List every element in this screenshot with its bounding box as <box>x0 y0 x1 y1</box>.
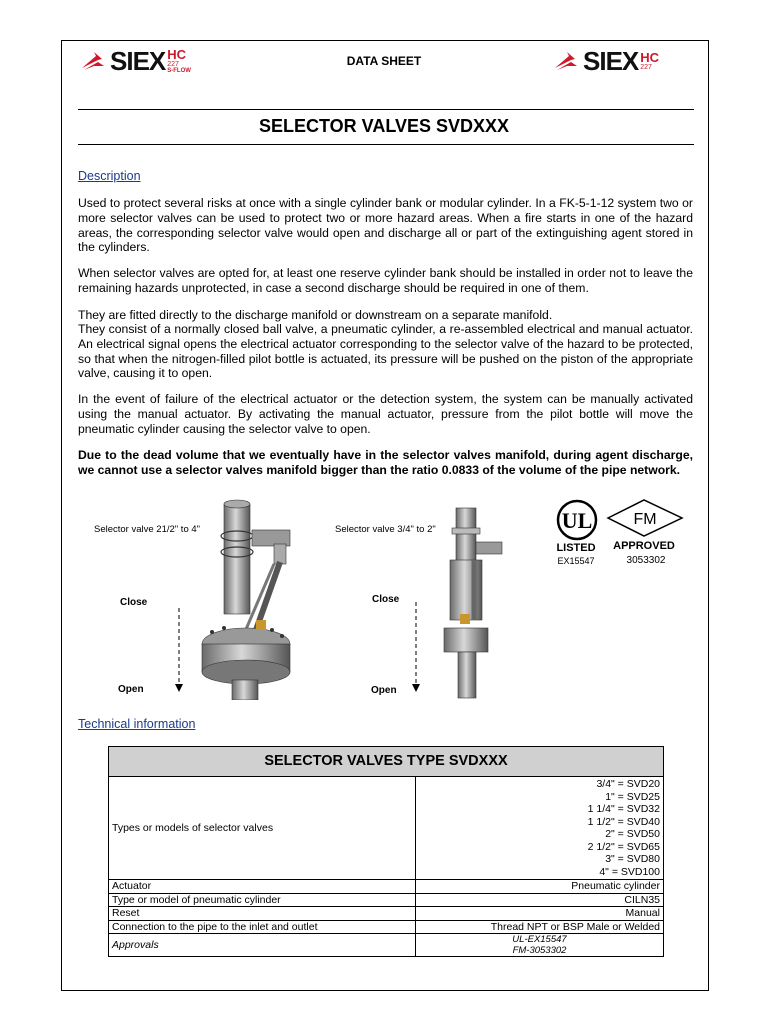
model-item: 1" = SVD25 <box>605 790 660 803</box>
ul-listed-text: LISTED <box>556 542 596 554</box>
left-open-label: Open <box>118 684 144 695</box>
title-rule-bottom <box>78 144 694 145</box>
spec-table <box>108 746 664 957</box>
model-item: 3" = SVD80 <box>605 853 660 865</box>
description-heading-link[interactable]: Description <box>78 169 141 183</box>
description-paragraph-2: When selector valves are opted for, at least one reserve cylinder bank should be installed in order not to leave the remaining hazards unprotected, in case a second discharge should be required in one of them. <box>78 266 693 295</box>
description-paragraph-5: In the event of failure of the electrical actuator or the detection system, the system can be manually activated using the manual actuator. By activating the manual actuator, pressure from the pilot bottle will move the pneumatic cylinder causing the selector valve to open. <box>78 392 693 436</box>
approvals-label: Approvals <box>109 934 416 957</box>
row-value: Thread NPT or BSP Male or Welded <box>416 920 664 934</box>
ul-listed-mark <box>553 498 603 568</box>
row-label: Connection to the pipe to the inlet and outlet <box>109 920 416 934</box>
models-label: Types or models of selector valves <box>109 777 416 880</box>
table-title: SELECTOR VALVES TYPE SVDXXX <box>109 747 664 777</box>
siex-bird-icon <box>553 50 583 72</box>
approvals-cell <box>416 934 664 957</box>
row-label: Type or model of pneumatic cylinder <box>109 893 416 907</box>
title-rule-top <box>78 109 694 110</box>
technical-heading-link[interactable]: Technical information <box>78 717 196 731</box>
model-item: 2 1/2" = SVD65 <box>587 840 660 853</box>
ul-code-text: EX15547 <box>557 556 595 566</box>
fm-code-text: 3053302 <box>626 555 666 566</box>
model-item: 1 1/2" = SVD40 <box>587 815 660 828</box>
model-item: 2" = SVD50 <box>605 828 660 840</box>
logo-word: SIEX <box>583 46 639 76</box>
model-item: 1 1/4" = SVD32 <box>587 803 660 815</box>
approval-item: FM-3053302 <box>512 945 567 956</box>
approval-item: UL-EX15547 <box>512 934 567 945</box>
models-cell <box>416 777 664 880</box>
row-value: Manual <box>416 907 664 921</box>
right-valve-caption: Selector valve 3/4" to 2" <box>335 524 436 535</box>
left-close-label: Close <box>120 597 148 608</box>
right-close-label: Close <box>372 594 400 605</box>
table-row <box>109 747 664 777</box>
dead-volume-note: Due to the dead volume that we eventually have in the selector valves manifold, during agent discharge, we cannot use a selector valves manifold bigger than the ratio 0.0833 of the volume of the pipe network. <box>78 448 693 477</box>
logo-subtitle: S-FLOW <box>167 68 191 74</box>
logo-number: 227 <box>640 64 652 71</box>
logo-hc: HC <box>167 47 187 62</box>
model-item: 4" = SVD100 <box>599 865 660 878</box>
description-paragraph-4: They consist of a normally closed ball valve, a pneumatic cylinder, a re-assembled electrical and manual actuator. An electrical signal opens the electrical actuator corresponding to the selector valve of the hazard to be protected, so that when the nitrogen-filled pilot bottle is actuated, its pressure will be pushed on the piston of the appropriate valve, causing it to open. <box>78 322 693 381</box>
table-row <box>109 777 664 880</box>
left-open-arrow <box>174 608 184 694</box>
fm-mark-text: FM <box>633 511 657 528</box>
fm-approved-text: APPROVED <box>613 540 675 552</box>
description-paragraph-1: Used to protect several risks at once with a single cylinder bank or modular cylinder. In a FK-5-1-12 system two or more selector valves can be used to protect two or more hazard areas. When a fire starts in one of the hazard areas, the corresponding selector valve would open and discharge all or part of the extinguishing agent stored in the cylinders. <box>78 196 693 255</box>
row-label: Actuator <box>109 880 416 894</box>
fm-approved-mark <box>604 498 688 568</box>
small-selector-valve-image <box>440 500 506 700</box>
description-paragraph-3: They are fitted directly to the discharge manifold or downstream on a separate manifold. <box>78 308 553 322</box>
large-selector-valve-image <box>196 494 306 700</box>
table-row <box>109 907 664 921</box>
row-value: CILN35 <box>416 893 664 907</box>
model-item: 3/4" = SVD20 <box>596 778 660 790</box>
logo-word: SIEX <box>110 46 166 76</box>
table-row <box>109 920 664 934</box>
left-valve-caption: Selector valve 21/2" to 4" <box>94 524 201 535</box>
table-row <box>109 880 664 894</box>
doc-type-label: DATA SHEET <box>346 54 422 68</box>
logo-number: 227 <box>167 61 179 68</box>
ul-mark-text: UL <box>561 508 593 533</box>
right-open-label: Open <box>371 685 397 696</box>
page-title: SELECTOR VALVES SVDXXX <box>258 116 510 136</box>
siex-logo-right <box>553 48 659 74</box>
logo-hc: HC <box>640 50 660 65</box>
row-label: Reset <box>109 907 416 921</box>
table-row <box>109 893 664 907</box>
right-open-arrow <box>411 602 421 694</box>
table-row <box>109 934 664 957</box>
row-value: Pneumatic cylinder <box>416 880 664 894</box>
